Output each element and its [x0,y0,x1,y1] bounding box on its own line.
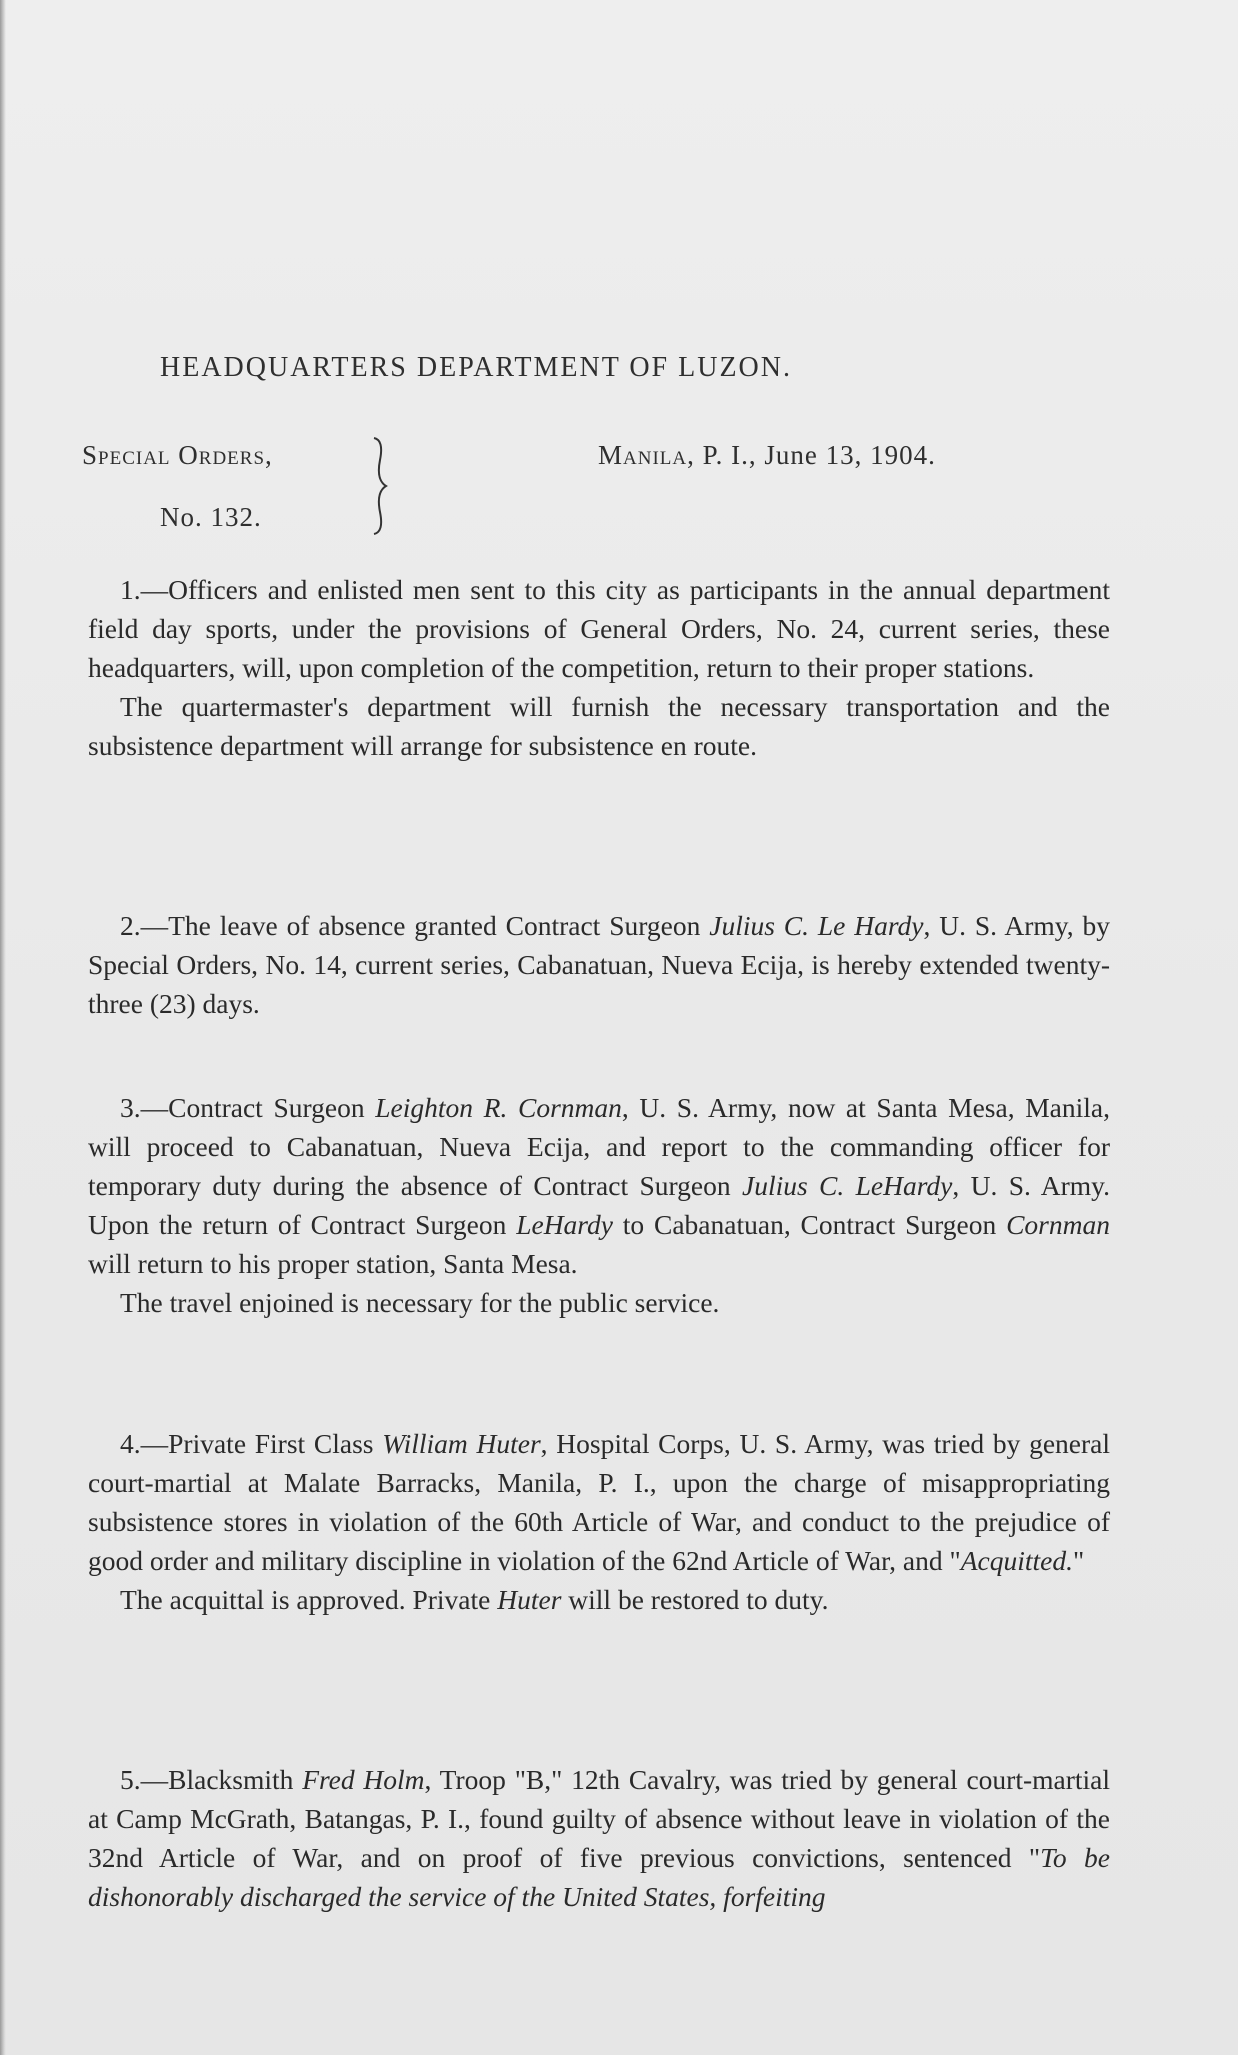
orders-label: Special Orders, [82,440,273,470]
page-edge-shadow [0,0,6,2055]
p2-name: Julius C. Le Hardy [709,910,924,941]
p4-verdict: Acquitted. [960,1545,1073,1576]
p2-a: 2.—The leave of absence granted Contract Surgeon [120,910,710,941]
p4-a: 4.—Private First Class [120,1428,383,1459]
paragraph-3-text [88,1088,1110,1283]
paragraph-1b-text: The quartermaster's department will furnish the necessary transportation and the subsistence department will arrange for subsistence en route. [88,691,1110,761]
paragraph-3 [88,1088,1110,1322]
paragraph-4b-text [88,1580,1110,1619]
p3-name-3: LeHardy [516,1209,613,1240]
p3-name-4: Cornman [1006,1209,1110,1240]
p4-name: William Huter [382,1428,541,1459]
paragraph-1-text: 1.—Officers and enlisted men sent to this city as participants in the annual department field day sports, under the provisions of General Orders, No. 24, current series, these headquarters, will, upon completion of the competition, return to their proper stations. [88,574,1110,683]
p3-g: to Cabanatuan, Contract Surgeon [612,1209,1007,1240]
p3-name-2: Julius C. LeHardy [742,1170,953,1201]
p3-e: , U. S. Army. Upon the return of Contract Surgeon [88,1170,1110,1240]
paragraph-4-text [88,1424,1110,1580]
p4-c: , Hospital Corps, U. S. Army, was tried by general court-martial at Malate Barracks, Manila, P. I., upon the charge of misappropriating subsistence stores in violation of the 60th Article of War, and conduct to the prejudice of good order and military discipline in violation of the 62nd Article of War, and " [88,1428,1111,1576]
p3-name-1: Leighton R. Cornman [375,1092,622,1123]
orders-dateline [598,440,936,471]
paragraph-5 [88,1760,1110,1916]
paragraph-5-text [88,1760,1110,1916]
paragraph-2-text [88,906,1110,1023]
paragraph-4 [88,1424,1110,1619]
p3-i: will return to his proper station, Santa Mesa. [88,1248,578,1279]
paragraph-3b-text: The travel enjoined is necessary for the public service. [120,1287,720,1318]
document-heading: HEADQUARTERS DEPARTMENT OF LUZON. [160,352,793,383]
brace-icon [370,436,390,536]
p5-a: 5.—Blacksmith [120,1764,303,1795]
p3-a: 3.—Contract Surgeon [120,1092,376,1123]
p5-c: , Troop "B," 12th Cavalry, was tried by general court-martial at Camp McGrath, Batangas, P. I., found guilty of absence without leave in violation of the 32nd Article of War, and on proof of five previous convictions, sentenced " [88,1764,1110,1873]
paragraph-2 [88,906,1110,1023]
p3-c: , U. S. Army, now at Santa Mesa, Manila, will proceed to Cabanatuan, Nueva Ecija, and report to the commanding officer for temporary duty during the absence of Contract Surgeon [88,1092,1110,1201]
dateline-place: Manila [598,440,688,470]
orders-number: No. 132. [160,502,262,532]
p4-e: " [1072,1545,1085,1576]
p2-c: , U. S. Army, by Special Orders, No. 14, current series, Cabanatuan, Nueva Ecija, is hereby extended twenty-three (23) days. [88,910,1110,1019]
dateline-date: , P. I., June 13, 1904. [687,440,936,470]
p4b-a: The acquittal is approved. Private [120,1584,498,1615]
p4b-name: Huter [497,1584,562,1615]
p4b-c: will be restored to duty. [561,1584,829,1615]
paragraph-1 [88,570,1110,765]
p5-name: Fred Holm [302,1764,425,1795]
p5-sentence: To be dishonorably discharged the service of the United States, forfeiting [88,1842,1110,1912]
